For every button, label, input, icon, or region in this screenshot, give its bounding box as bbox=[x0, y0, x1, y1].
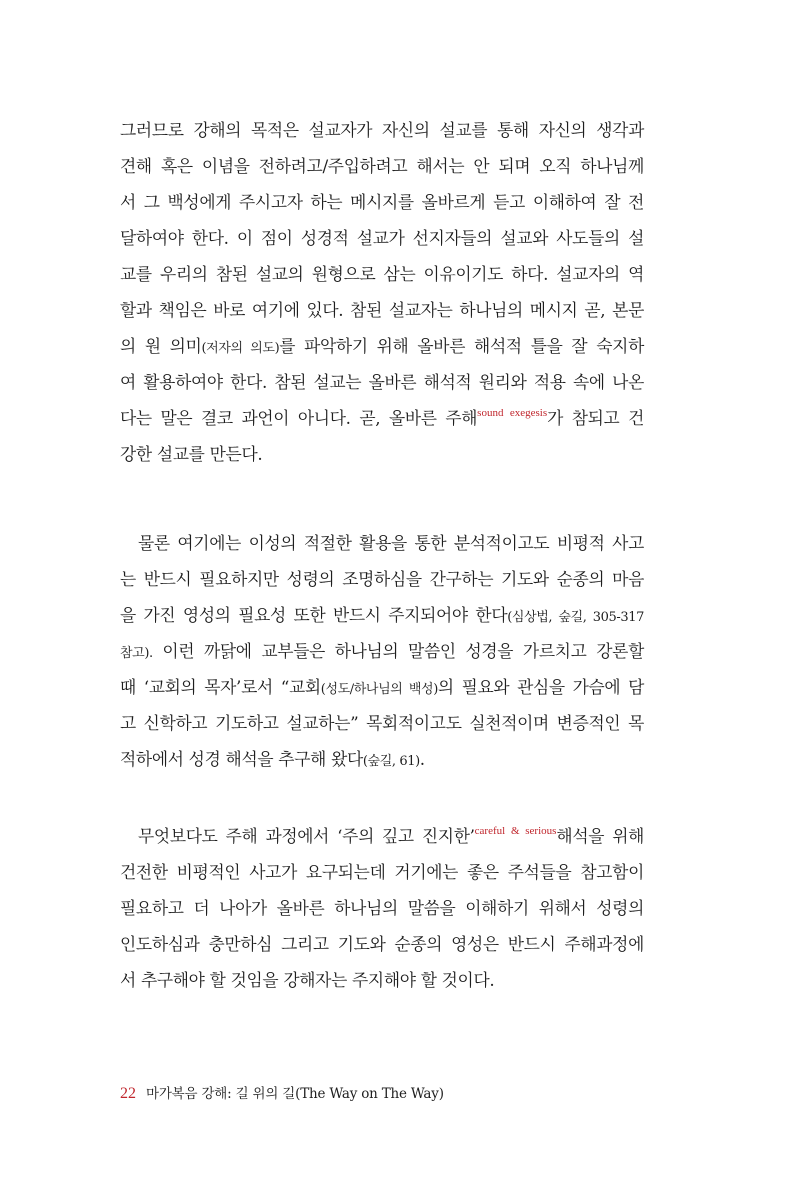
text-line: 그러므로 강해의 목적은 설교자가 자신의 설교를 통해 자신의 생각과 bbox=[120, 120, 644, 140]
text-line: 할과 책임은 바로 여기에 있다. 참된 설교자는 하나님의 메시지 곧, 본문 bbox=[120, 300, 644, 320]
text-line: 무엇보다도 주해 과정에서 ‘주의 깊고 진지한’$^{careful \& serious}$해석을 위해 bbox=[138, 825, 645, 846]
citation: (숲길, 61) bbox=[362, 754, 420, 769]
text-line: 의 원 의미(저자의 의도)를 파악하기 위해 올바른 해석적 틀을 잘 숙지하 bbox=[120, 336, 644, 356]
text-line: 서 추구해야 할 것임을 강해자는 주지해야 할 것이다. bbox=[120, 970, 495, 990]
text-line: 적하에서 성경 해석을 추구해 왔다(숲길, 61). bbox=[120, 749, 425, 769]
paragraph-1 bbox=[120, 112, 644, 472]
paragraph-2 bbox=[120, 525, 644, 777]
parenthetical-note: (성도/하나님의 백성) bbox=[320, 682, 438, 697]
text-line: 견해 혹은 이념을 전하려고/주입하려고 해서는 안 되며 오직 하나님께 bbox=[120, 156, 644, 176]
text-line: 을 가진 영성의 필요성 또한 반드시 주지되어야 한다(심상법, 숲길, 305-317 bbox=[120, 605, 644, 625]
text-line: 교를 우리의 참된 설교의 원형으로 삼는 이유이기도 하다. 설교자의 역 bbox=[120, 264, 644, 284]
text-line: 여 활용하여야 한다. 참된 설교는 올바른 해석적 원리와 적용 속에 나온 bbox=[120, 372, 644, 392]
text-line: 서 그 백성에게 주시고자 하는 메시지를 올바르게 듣고 이해하여 잘 전 bbox=[120, 192, 644, 212]
text-line: 참고). 이런 까닭에 교부들은 하나님의 말씀인 성경을 가르치고 강론할 bbox=[120, 641, 644, 661]
text-line: 때 ‘교회의 목자’로서 “교회(성도/하나님의 백성)의 필요와 관심을 가슴에 담 bbox=[120, 677, 645, 697]
page-number: 22 bbox=[120, 1085, 136, 1102]
text-line: 필요하고 더 나아가 올바른 하나님의 말씀을 이해하기 위해서 성령의 bbox=[120, 898, 644, 918]
running-title: 마가복음 강해: 길 위의 길(The Way on The Way) bbox=[146, 1086, 444, 1102]
english-gloss: careful & serious bbox=[474, 825, 557, 837]
text-line: 인도하심과 충만하심 그리고 기도와 순종의 영성은 반드시 주해과정에 bbox=[120, 934, 644, 954]
citation: 참고). bbox=[120, 646, 153, 661]
text-line: 다는 말은 결코 과언이 아니다. 곧, 올바른 주해$^{sound exegesis}$가 참되고 건 bbox=[120, 407, 645, 428]
text-line: 물론 여기에는 이성의 적절한 활용을 통한 분석적이고도 비평적 사고 bbox=[138, 533, 644, 553]
text-line: 건전한 비평적인 사고가 요구되는데 거기에는 좋은 주석들을 참고함이 bbox=[120, 862, 644, 882]
text-line: 는 반드시 필요하지만 성령의 조명하심을 간구하는 기도와 순종의 마음 bbox=[120, 569, 644, 589]
page-footer bbox=[120, 1082, 444, 1106]
parenthetical-note: (저자의 의도) bbox=[201, 341, 280, 356]
english-gloss: sound exegesis bbox=[477, 407, 548, 419]
citation: (심상법, 숲길, 305-317 bbox=[507, 610, 644, 625]
text-line: 달하여야 한다. 이 점이 성경적 설교가 선지자들의 설교와 사도들의 설 bbox=[120, 228, 644, 248]
paragraph-3 bbox=[120, 818, 644, 998]
text-line: 고 신학하고 기도하고 설교하는” 목회적이고도 실천적이며 변증적인 목 bbox=[120, 713, 644, 733]
text-line: 강한 설교를 만든다. bbox=[120, 444, 263, 464]
